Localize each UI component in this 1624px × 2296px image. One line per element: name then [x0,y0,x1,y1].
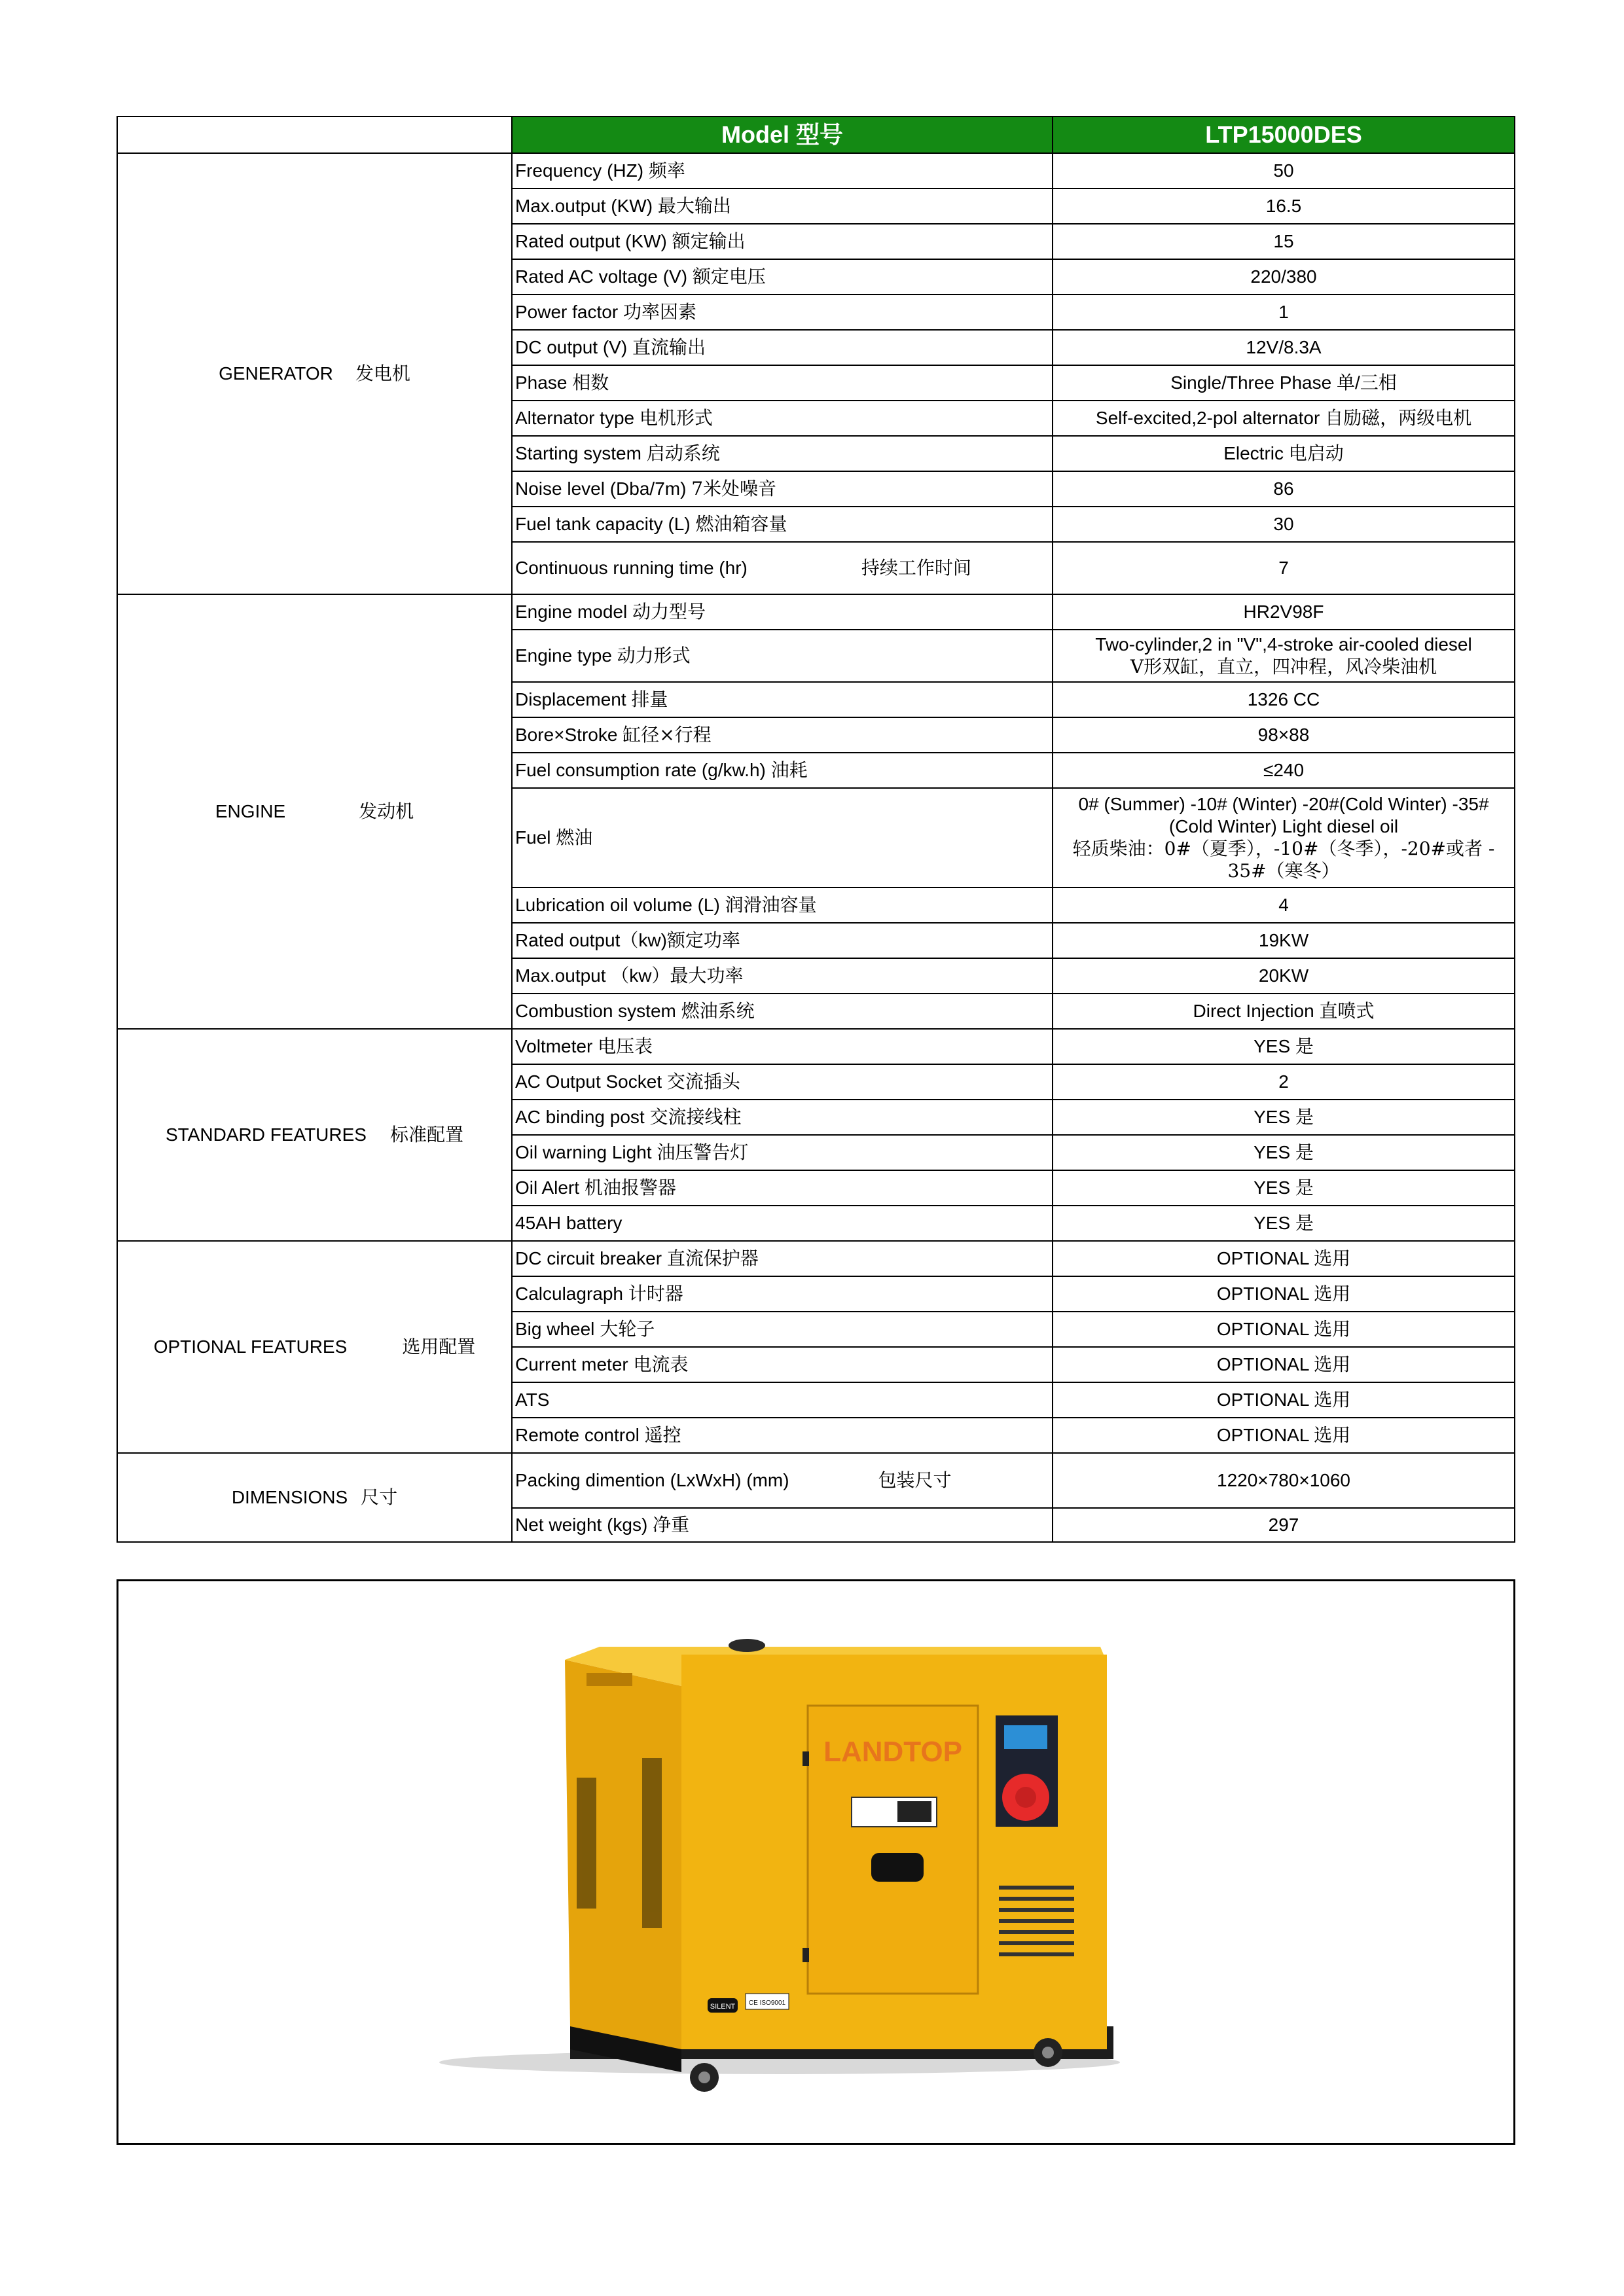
row-value: 20KW [1053,958,1515,994]
row-label: Rated output（kw)额定功率 [512,923,1053,958]
value-line: 0# (Summer) -10# (Winter) -20#(Cold Winter) -35# [1078,794,1489,814]
model-value-cell: LTP15000DES [1053,117,1515,153]
table-row [117,1453,1515,1508]
value-line: (Cold Winter) Light diesel oil [1168,816,1399,836]
row-value: 220/380 [1053,259,1515,295]
row-label: Engine model 动力型号 [512,594,1053,630]
row-label: Max.output （kw）最大功率 [512,958,1053,994]
row-value: OPTIONAL 选用 [1053,1241,1515,1276]
row-label: Engine type 动力形式 [512,630,1053,682]
row-label: Frequency (HZ) 频率 [512,153,1053,188]
product-photo-frame [117,1579,1515,2145]
generator-image [118,1581,1513,2143]
row-value: YES 是 [1053,1029,1515,1064]
row-label: Noise level (Dba/7m) 7米处噪音 [512,471,1053,507]
group-generator: GENERATOR 发电机 [117,153,512,594]
row-label: DC circuit breaker 直流保护器 [512,1241,1053,1276]
brand-logo: LANDTOP [823,1736,962,1768]
cert-badge: CE ISO9001 [748,2000,786,2007]
row-label: Displacement 排量 [512,682,1053,717]
row-label: Max.output (KW) 最大输出 [512,188,1053,224]
row-label: Fuel tank capacity (L) 燃油箱容量 [512,507,1053,542]
value-line: Two-cylinder,2 in "V",4-stroke air-cooled diesel [1095,634,1472,655]
group-dimensions: DIMENSIONS 尺寸 [117,1453,512,1542]
row-label: Rated AC voltage (V) 额定电压 [512,259,1053,295]
row-value: OPTIONAL 选用 [1053,1276,1515,1312]
row-value: Self-excited,2-pol alternator 自励磁，两级电机 [1053,401,1515,436]
row-label: Fuel consumption rate (g/kw.h) 油耗 [512,753,1053,788]
row-label: Oil Alert 机油报警器 [512,1170,1053,1206]
row-label: Starting system 启动系统 [512,436,1053,471]
row-label: Power factor 功率因素 [512,295,1053,330]
row-value: 2 [1053,1064,1515,1100]
row-value [1053,788,1515,888]
row-value: YES 是 [1053,1170,1515,1206]
row-label: Big wheel 大轮子 [512,1312,1053,1347]
table-row [117,594,1515,630]
row-value: OPTIONAL 选用 [1053,1418,1515,1453]
model-label-cell: Model 型号 [512,117,1053,153]
row-label: Net weight (kgs) 净重 [512,1508,1053,1542]
row-label: Packing dimention (LxWxH) (mm) 包装尺寸 [512,1453,1053,1508]
row-value: YES 是 [1053,1206,1515,1241]
row-label: Current meter 电流表 [512,1347,1053,1382]
table-row [117,1029,1515,1064]
row-label: 45AH battery [512,1206,1053,1241]
row-value: 4 [1053,888,1515,923]
row-value: HR2V98F [1053,594,1515,630]
row-value: 15 [1053,224,1515,259]
row-label: Continuous running time (hr) 持续工作时间 [512,542,1053,594]
row-value: 19KW [1053,923,1515,958]
row-label: Alternator type 电机形式 [512,401,1053,436]
row-label: Lubrication oil volume (L) 润滑油容量 [512,888,1053,923]
value-line: 轻质柴油：0#（夏季），-10#（冬季），-20#或者 - [1072,838,1495,859]
row-value: 50 [1053,153,1515,188]
row-value: 86 [1053,471,1515,507]
row-value: 16.5 [1053,188,1515,224]
group-standard-features: STANDARD FEATURES 标准配置 [117,1029,512,1241]
row-value: 1326 CC [1053,682,1515,717]
row-value: Electric 电启动 [1053,436,1515,471]
row-value: OPTIONAL 选用 [1053,1382,1515,1418]
row-value [1053,630,1515,682]
row-value: 1220×780×1060 [1053,1453,1515,1508]
row-label: Voltmeter 电压表 [512,1029,1053,1064]
row-label: AC Output Socket 交流插头 [512,1064,1053,1100]
row-label: Bore×Stroke 缸径×行程 [512,717,1053,753]
row-value: 12V/8.3A [1053,330,1515,365]
row-value: 297 [1053,1508,1515,1542]
row-label: ATS [512,1382,1053,1418]
table-row [117,153,1515,188]
row-value: YES 是 [1053,1100,1515,1135]
group-optional-features: OPTIONAL FEATURES 选用配置 [117,1241,512,1453]
row-value: 1 [1053,295,1515,330]
row-label: Combustion system 燃油系统 [512,994,1053,1029]
row-value: 98×88 [1053,717,1515,753]
row-label: DC output (V) 直流输出 [512,330,1053,365]
value-line: V形双缸，直立，四冲程，风冷柴油机 [1130,656,1437,677]
row-value: Single/Three Phase 单/三相 [1053,365,1515,401]
header-row [117,117,1515,153]
group-engine: ENGINE 发动机 [117,594,512,1029]
header-blank [117,117,512,153]
row-label: AC binding post 交流接线柱 [512,1100,1053,1135]
silent-badge: SILENT [710,2003,736,2011]
row-value: Direct Injection 直喷式 [1053,994,1515,1029]
row-value: 30 [1053,507,1515,542]
row-value: YES 是 [1053,1135,1515,1170]
row-label: Rated output (KW) 额定输出 [512,224,1053,259]
table-row [117,1241,1515,1276]
row-label: Oil warning Light 油压警告灯 [512,1135,1053,1170]
row-value: ≤240 [1053,753,1515,788]
spec-table [117,116,1515,1543]
row-label: Phase 相数 [512,365,1053,401]
row-value: 7 [1053,542,1515,594]
row-label: Calculagraph 计时器 [512,1276,1053,1312]
row-label: Remote control 遥控 [512,1418,1053,1453]
value-line: 35#（寒冬） [1227,860,1340,882]
row-label: Fuel 燃油 [512,788,1053,888]
row-value: OPTIONAL 选用 [1053,1347,1515,1382]
row-value: OPTIONAL 选用 [1053,1312,1515,1347]
